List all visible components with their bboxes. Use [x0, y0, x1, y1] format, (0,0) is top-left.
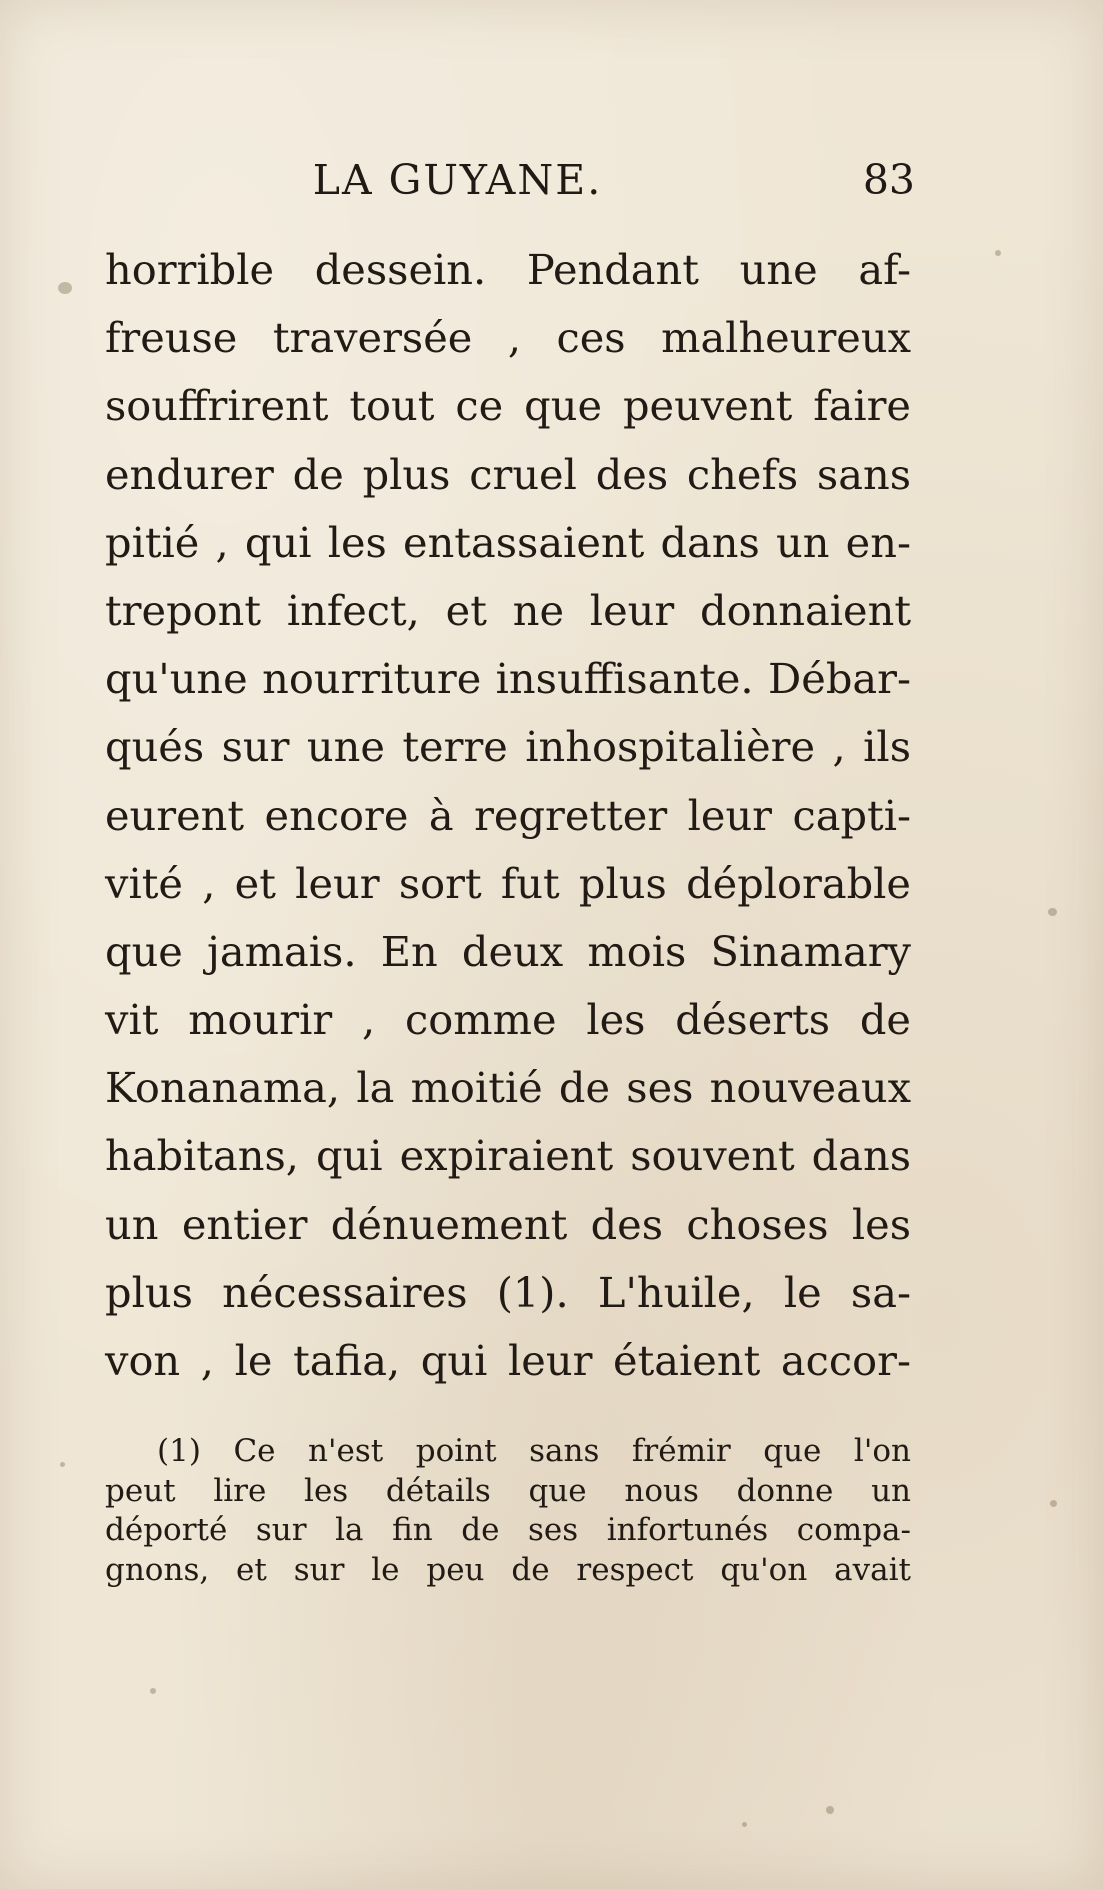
footnote-line: gnons, et sur le peu de respect qu'on avait: [105, 1551, 911, 1588]
paper-speck: [1048, 908, 1057, 916]
footnote-line: peut lire les détails que nous donne un: [105, 1472, 911, 1509]
body-line: un entier dénuement des choses les: [105, 1199, 911, 1249]
body-line: habitans, qui expiraient souvent dans: [105, 1131, 911, 1181]
footnote-line: déporté sur la fin de ses infortunés compa-: [105, 1512, 911, 1548]
body-line: von , le tafia, qui leur étaient accor-: [105, 1336, 911, 1385]
body-line: endurer de plus cruel des chefs sans: [105, 449, 911, 499]
running-head: [105, 150, 915, 210]
body-line: qués sur une terre inhospitalière , ils: [105, 722, 911, 772]
paper-speck: [1050, 1500, 1057, 1507]
paper-speck: [995, 250, 1001, 256]
paper-speck: [150, 1688, 156, 1694]
body-line: qu'une nourriture insuffisante. Débar-: [105, 654, 911, 704]
body-line: que jamais. En deux mois Sinamary: [105, 926, 911, 976]
running-title: LA GUYANE.: [312, 156, 603, 204]
footnote: [105, 1432, 911, 1590]
paper-speck: [60, 1462, 65, 1467]
paper-speck: [58, 282, 72, 294]
body-line: souffrirent tout ce que peuvent faire: [105, 381, 911, 431]
body-line: Konanama, la moitié de ses nouveaux: [105, 1063, 911, 1113]
footnote-line: (1) Ce n'est point sans frémir que l'on: [157, 1433, 911, 1469]
paper-speck: [826, 1806, 834, 1814]
paper-speck: [742, 1822, 747, 1827]
body-line: vité , et leur sort fut plus déplorable: [105, 858, 911, 908]
body-line: eurent encore à regretter leur capti-: [105, 790, 911, 840]
page-number: 83: [862, 156, 915, 204]
body-text: [105, 236, 911, 1395]
body-line: vit mourir , comme les déserts de: [105, 995, 911, 1045]
body-line: horrible dessein. Pendant une af-: [105, 245, 911, 294]
body-line: trepont infect, et ne leur donnaient: [105, 585, 911, 635]
body-line: pitié , qui les entassaient dans un en-: [105, 517, 911, 567]
body-line: freuse traversée , ces malheureux: [105, 313, 911, 363]
body-line: plus nécessaires (1). L'huile, le sa-: [105, 1267, 911, 1317]
